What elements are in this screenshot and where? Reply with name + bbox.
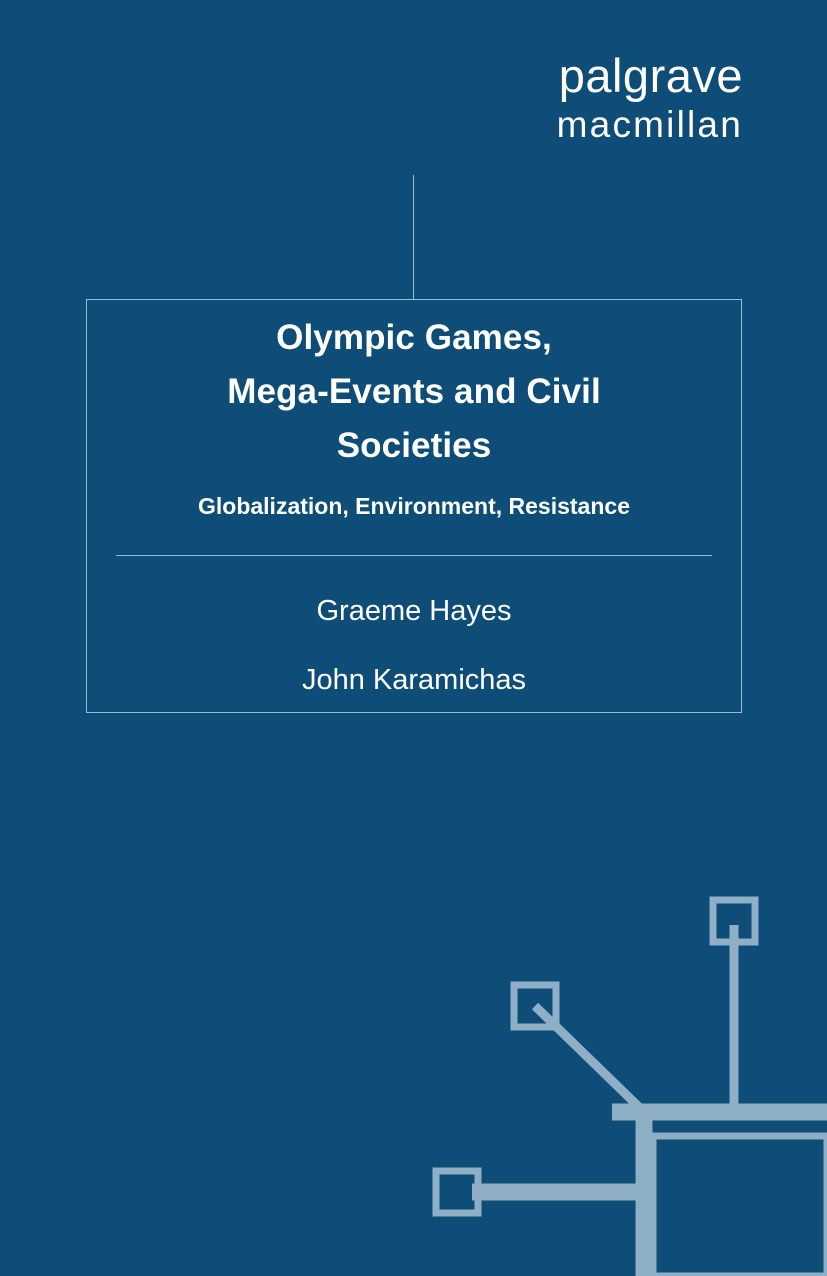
title-line-2: Mega-Events and Civil	[227, 371, 601, 411]
publisher-logo	[556, 49, 743, 145]
title-frame	[86, 299, 742, 713]
author-name-2: John Karamichas	[301, 663, 527, 696]
decorative-tick-line	[413, 175, 414, 300]
node-square-large	[653, 1136, 827, 1276]
network-nodes-graphic	[400, 880, 827, 1276]
publisher-name-macmillan: macmillan	[556, 104, 743, 145]
node-square-lower-left	[436, 1171, 478, 1213]
title-block	[87, 300, 741, 695]
title-line-3: Societies	[336, 425, 492, 465]
publisher-name-palgrave: palgrave	[558, 49, 743, 102]
page-subtitle: Globalization, Environment, Resistance	[198, 492, 630, 519]
page-title	[113, 300, 715, 473]
author-name-1: Graeme Hayes	[316, 594, 512, 627]
title-line-1: Olympic Games,	[276, 318, 552, 357]
